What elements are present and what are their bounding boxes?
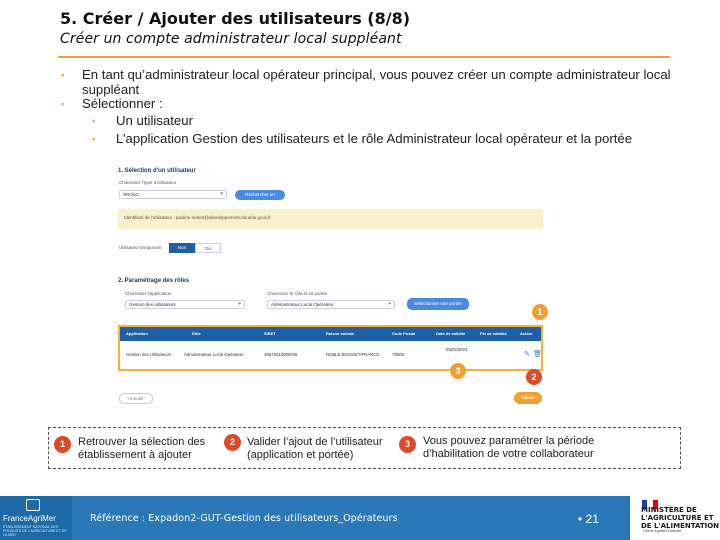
table-header-cell: SIRET bbox=[264, 331, 276, 336]
slide-title: 5. Créer / Ajouter des utilisateurs (8/8) bbox=[60, 9, 411, 28]
application-select[interactable] bbox=[125, 300, 245, 309]
ministry-logo bbox=[640, 496, 720, 540]
roles-table bbox=[118, 325, 543, 371]
role-select[interactable] bbox=[267, 300, 395, 309]
table-cell: 75009 bbox=[392, 352, 404, 357]
table-header-cell: Fin de validité bbox=[480, 331, 507, 336]
title-underline bbox=[58, 56, 670, 58]
slide-subtitle: Créer un compte administrateur local suppléant bbox=[60, 31, 402, 47]
french-flag-icon bbox=[642, 496, 658, 505]
sub-bullet-item bbox=[60, 114, 690, 129]
table-cell: Administrateur Local Opérateur bbox=[184, 352, 244, 357]
application-value: Gestion des utilisateurs bbox=[129, 302, 176, 307]
section-title-user: 1. Sélection d'un utilisateur bbox=[118, 168, 196, 174]
bullet-dot-icon: ▪ bbox=[92, 134, 96, 145]
edit-icon[interactable]: ✎ bbox=[524, 351, 530, 358]
chevron-down-icon: ▾ bbox=[238, 301, 241, 307]
embedded-screenshot bbox=[115, 163, 545, 413]
validate-button[interactable]: Valider bbox=[514, 392, 542, 404]
bullet-item bbox=[60, 97, 690, 112]
table-header-cell: Date de validité bbox=[436, 331, 466, 336]
marker-2-badge: 2 bbox=[526, 369, 542, 385]
chevron-down-icon: ▾ bbox=[388, 301, 391, 307]
table-header-cell: Code Postal bbox=[392, 331, 416, 336]
ministry-motto: Liberté Égalité Fraternité bbox=[643, 529, 682, 533]
bullet-text: Un utilisateur bbox=[116, 112, 193, 128]
footer-reference: Référence : Expadon2-GUT-Gestion des utilisateurs_Opérateurs bbox=[90, 513, 398, 524]
bullet-text: Sélectionner : bbox=[82, 96, 163, 112]
role-value: Administrateur Local Opérateur bbox=[271, 302, 334, 307]
table-header-cell: Raison sociale bbox=[326, 331, 355, 336]
user-type-value: SROLO bbox=[123, 192, 139, 197]
table-header-cell: Application bbox=[126, 331, 148, 336]
logo-text: FranceAgriMer bbox=[3, 514, 56, 523]
table-header-cell: Action bbox=[520, 331, 533, 336]
bullet-text: En tant qu’administrateur local opérateur principal, vous pouvez créer un compte administrateur local suppléant bbox=[82, 67, 671, 97]
role-label: Choisissez le rôle et sa portée bbox=[267, 291, 328, 296]
table-cell[interactable]: 25/02/2021 bbox=[446, 347, 468, 352]
marker-1-badge: 1 bbox=[532, 304, 548, 320]
bullet-list bbox=[60, 68, 690, 147]
trash-icon[interactable]: 🗑 bbox=[533, 351, 542, 358]
search-user-button[interactable]: Rechercher un utilisateur bbox=[235, 190, 285, 200]
callout-badge: 2 bbox=[224, 434, 241, 451]
bullet-dot-icon: ▪ bbox=[61, 99, 65, 110]
logo-mark-icon bbox=[26, 499, 40, 511]
select-scope-button[interactable]: Sélectionner une portée bbox=[407, 298, 469, 310]
bullet-text: L’application Gestion des utilisateurs et le rôle Administrateur local opérateur et la portée bbox=[116, 131, 633, 147]
bullet-dot-icon: ▪ bbox=[61, 70, 65, 80]
table-cell: Gestion des Utilisateurs bbox=[126, 352, 172, 357]
logo-subtext: ÉTABLISSEMENT NATIONAL DES PRODUITS DE L'AGRICULTURE ET DE LA MER bbox=[3, 525, 67, 537]
cancel-button[interactable]: Annuler bbox=[119, 393, 153, 404]
page-number: • 21 bbox=[578, 512, 599, 526]
table-cell: 49575015000046 bbox=[264, 352, 298, 357]
temporary-user-label: Utilisateur temporaire bbox=[119, 245, 162, 250]
callout-text: Valider l’ajout de l’utilisateur (application et portée) bbox=[247, 436, 383, 461]
user-type-select[interactable] bbox=[119, 190, 227, 199]
application-label: Choisissez l'application bbox=[125, 291, 172, 296]
franceagrimer-logo bbox=[0, 496, 72, 540]
bullet-dot-icon: ▪ bbox=[92, 115, 96, 126]
toggle-yes[interactable]: Oui bbox=[195, 243, 221, 253]
user-type-label: Choisissez l'type d'utilisateur bbox=[119, 180, 177, 185]
ministry-name: MINISTÈRE DE L'AGRICULTURE ET DE L'ALIMENTATION bbox=[641, 506, 720, 530]
callout-text: Vous pouvez paramétrer la période d’habilitation de votre collaborateur bbox=[423, 435, 595, 460]
table-header-cell: Rôle bbox=[192, 331, 201, 336]
callout-text: Retrouver la sélection des établissement à ajouter bbox=[78, 436, 206, 461]
chevron-down-icon: ▾ bbox=[220, 191, 223, 197]
sub-bullet-item bbox=[60, 132, 690, 147]
section-title-roles: 2. Paramétrage des rôles bbox=[118, 278, 190, 284]
callout-badge: 1 bbox=[54, 436, 71, 453]
bullet-item bbox=[60, 68, 690, 97]
toggle-no[interactable]: Non bbox=[169, 243, 195, 253]
selected-user-banner: Identifiant de l'utilisateur : pauline.nebert@developpement-durable.gouv.fr bbox=[118, 209, 543, 229]
marker-3-badge: 3 bbox=[450, 363, 466, 379]
table-header bbox=[120, 327, 541, 341]
table-cell: NOBLE BOISSETIFRANCE bbox=[326, 352, 380, 357]
callout-badge: 3 bbox=[399, 436, 416, 453]
footer bbox=[0, 496, 720, 540]
